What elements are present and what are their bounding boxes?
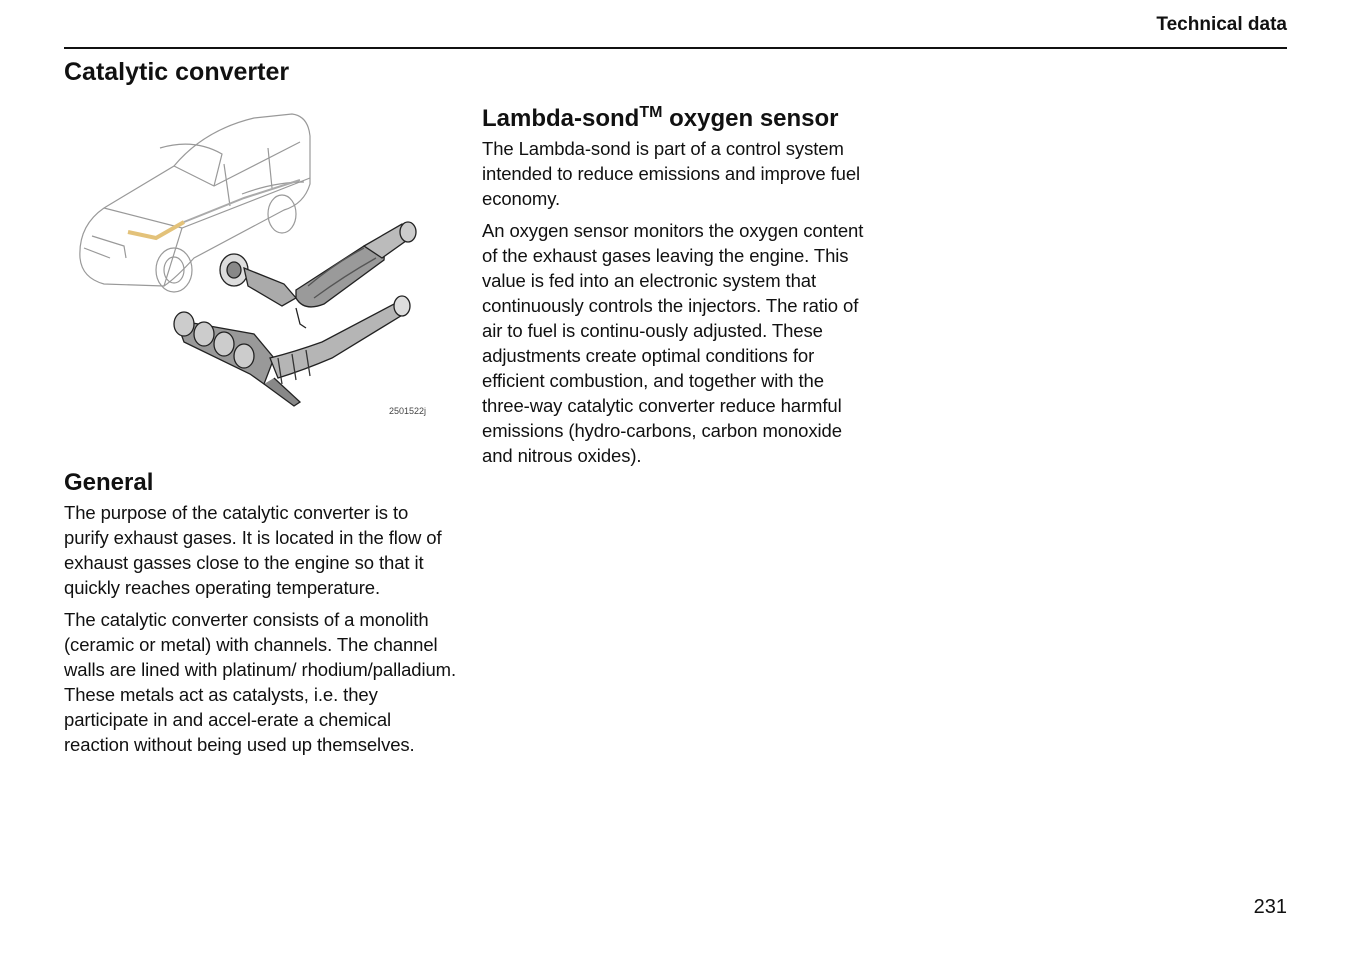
- lambda-sond-heading: [482, 104, 874, 134]
- page-title: Catalytic converter: [64, 58, 290, 86]
- general-paragraph-1: The purpose of the catalytic converter is to purify exhaust gases. It is located in the flow of exhaust gasses close to the engine so that it quickly reaches operating temperature.: [64, 502, 442, 598]
- figure-code: 2501522j: [389, 406, 427, 416]
- running-head: Technical data: [1156, 14, 1287, 35]
- car-exhaust-drawing: [64, 108, 444, 426]
- general-heading: General: [64, 469, 154, 496]
- converter-body: [296, 245, 384, 307]
- general-paragraph-2: The catalytic converter consists of a monolith (ceramic or metal) with channels. The channel walls are lined with platinum/ rhodium/palladium. These metals act as catalysts, i.e. they participate in and accel-erate a chemical reaction without being used up themselves.: [64, 609, 457, 755]
- car-outline: [80, 114, 310, 286]
- lambda-paragraph-2: An oxygen sensor monitors the oxygen content of the exhaust gases leaving the engine. This value is fed into an electronic system that continuously controls the injectors. The ratio of air to fuel is continu-ously adjusted. These adjustments create optimal conditions for efficient combustion, and together with the three-way catalytic converter reduce harmful emissions (hydro-carbons, carbon monoxide and nitrous oxides).: [482, 220, 864, 466]
- page-number: 231: [1253, 896, 1287, 918]
- lambda-paragraph-1: The Lambda-sond is part of a control system intended to reduce emissions and improve fuel economy.: [482, 138, 861, 209]
- header-rule: [64, 47, 1287, 49]
- lambda-sond-section: [482, 104, 874, 475]
- catalytic-converter-illustration: [64, 108, 444, 426]
- lambda-heading-rest: oxygen sensor: [662, 105, 839, 132]
- trademark-mark: TM: [639, 104, 663, 121]
- general-section: [64, 468, 456, 764]
- lambda-heading-main: Lambda-sond: [482, 105, 640, 132]
